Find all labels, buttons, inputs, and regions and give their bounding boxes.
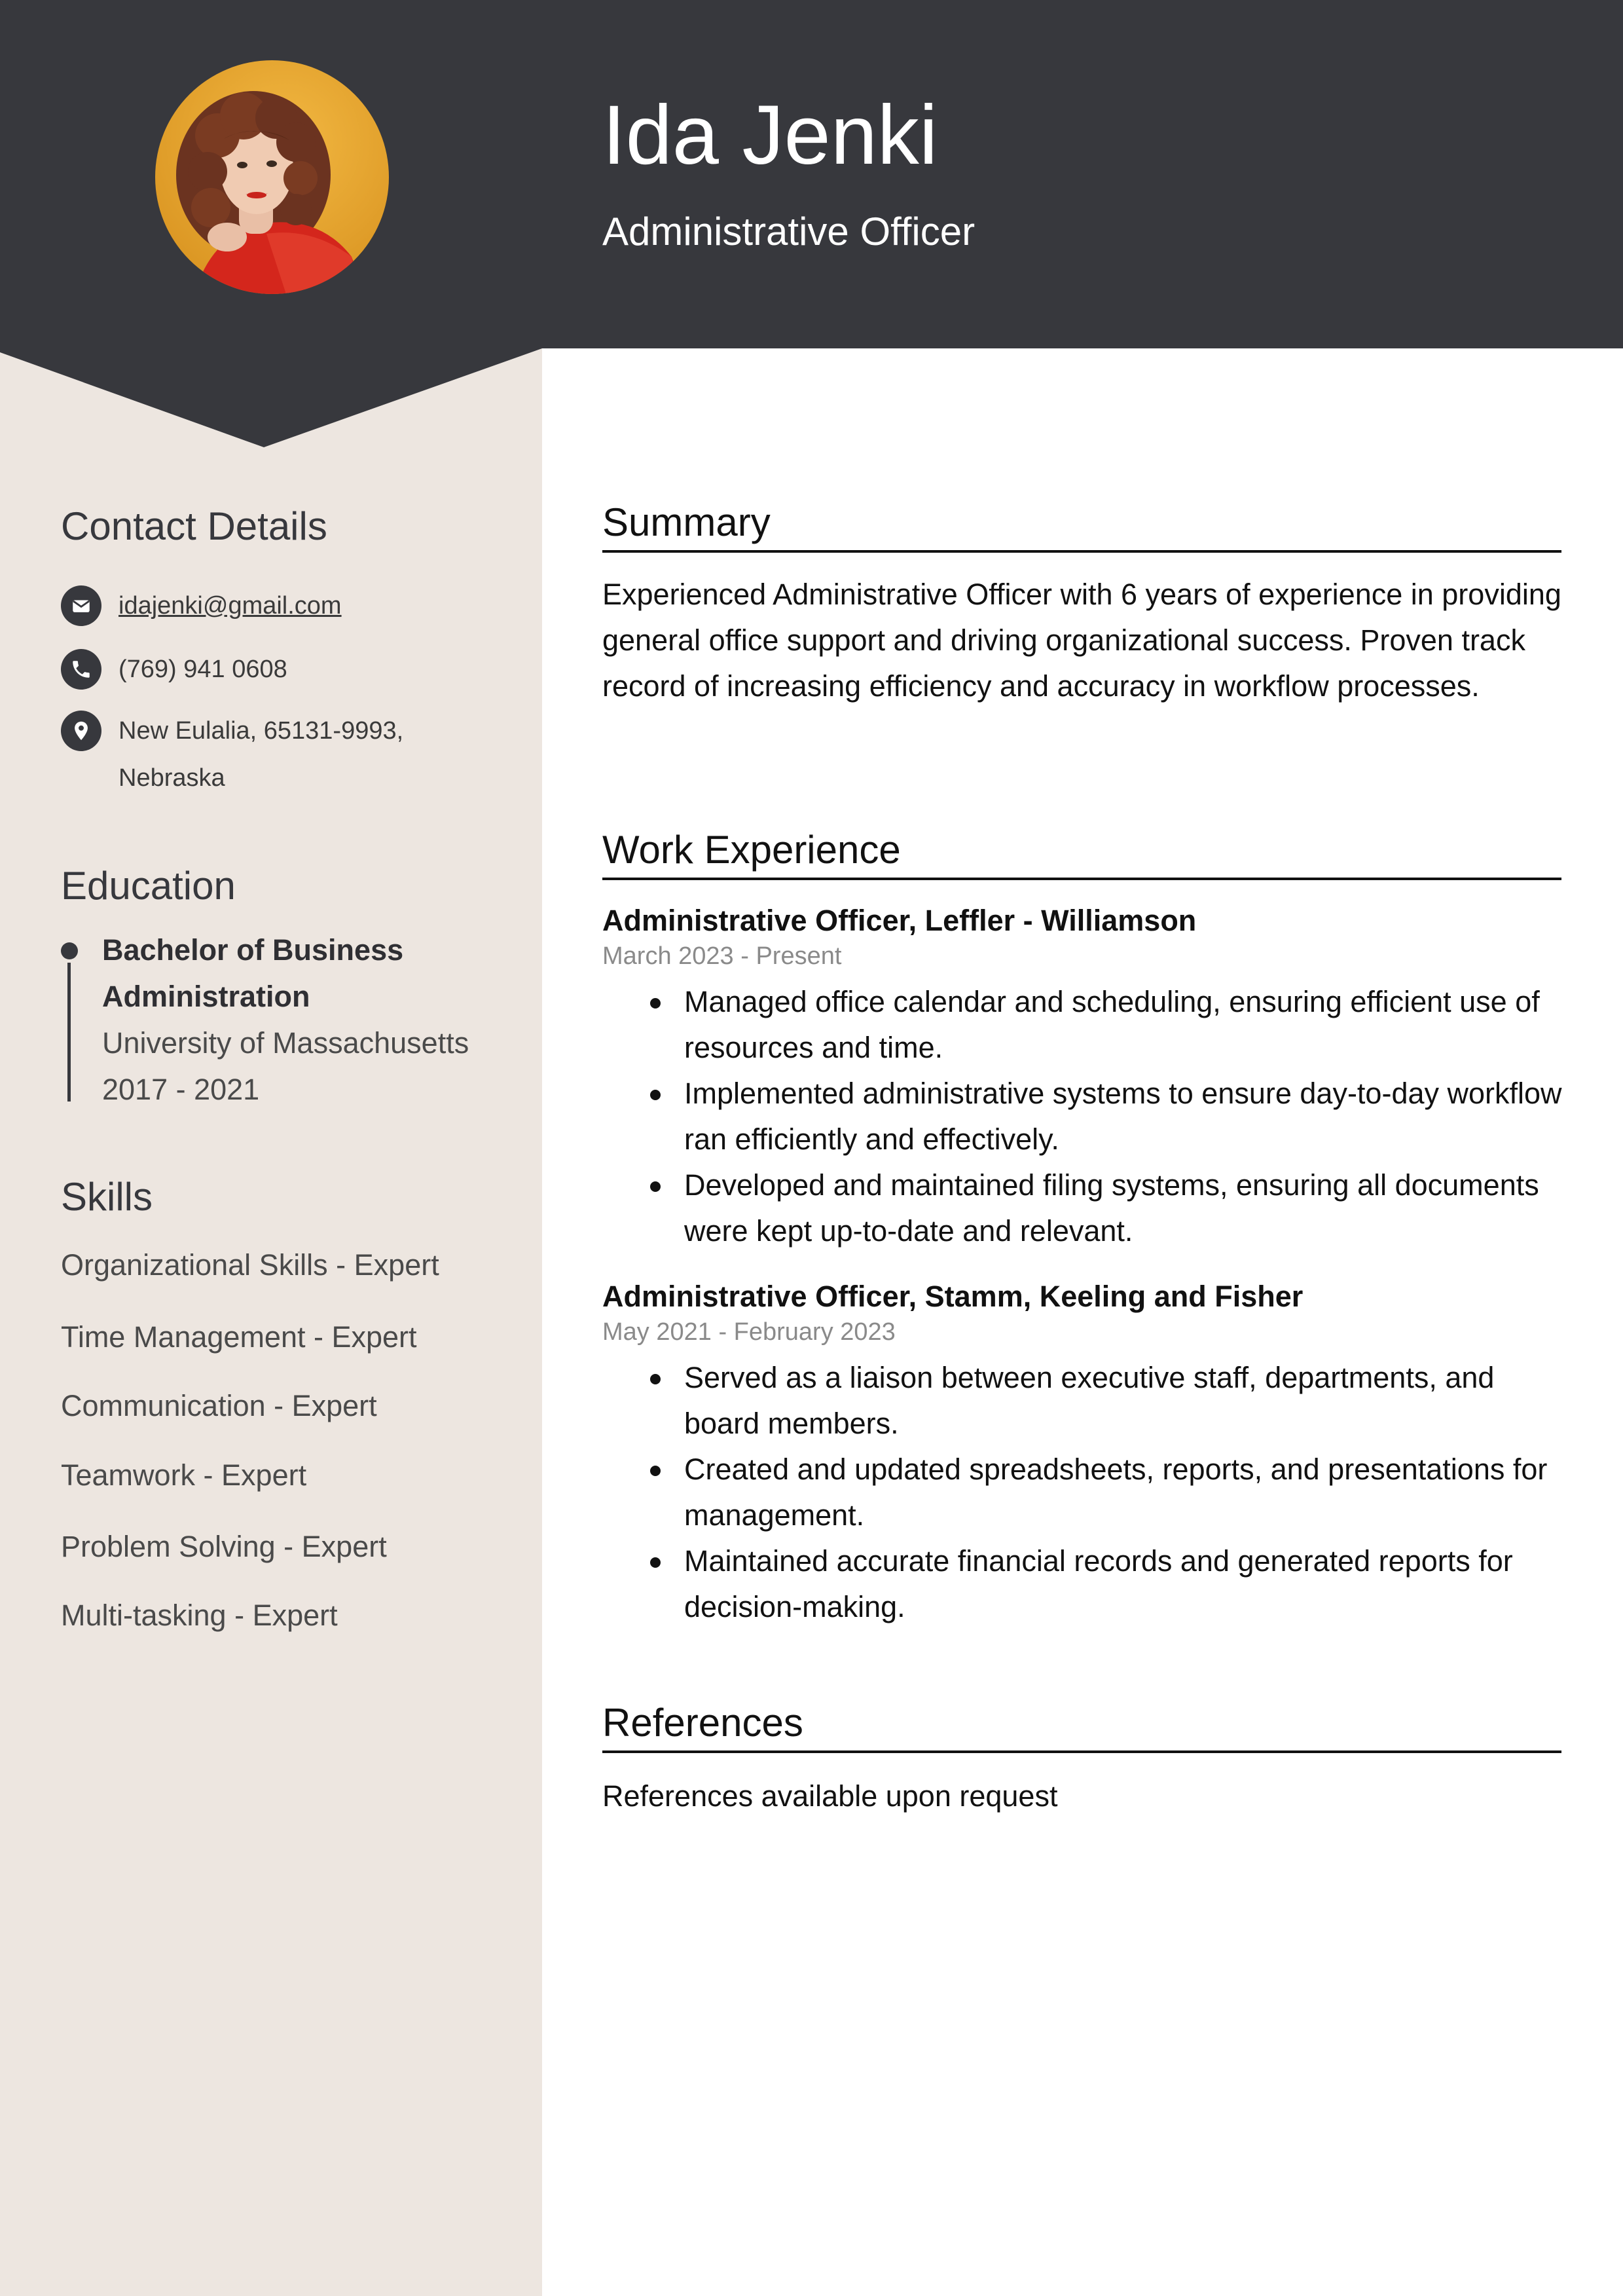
- contact-phone-row: [61, 649, 287, 693]
- references-heading: References: [602, 1699, 1561, 1753]
- timeline-dot: [61, 942, 78, 959]
- education-heading: Education: [61, 864, 236, 908]
- address-line-2: Nebraska: [119, 764, 225, 792]
- degree-line-1: Bachelor of Business: [102, 933, 404, 967]
- phone-number: (769) 941 0608: [119, 656, 287, 683]
- job-bullet: Created and updated spreadsheets, reports, and presentations for management.: [684, 1447, 1565, 1538]
- summary-heading: Summary: [602, 499, 1561, 553]
- address-line-1: New Eulalia, 65131-9993,: [119, 717, 404, 745]
- job-bullet: Served as a liaison between executive staff, departments, and board members.: [684, 1355, 1565, 1447]
- job-bullet-list: [684, 979, 1565, 1254]
- email-link[interactable]: idajenki@gmail.com: [119, 592, 342, 620]
- degree-name: [102, 927, 521, 1020]
- school-name: University of Massachusetts: [102, 1026, 469, 1060]
- education-dates: 2017 - 2021: [102, 1073, 260, 1106]
- portrait-image: [155, 60, 389, 294]
- job-bullet: Developed and maintained filing systems, ensuring all documents were kept up-to-date and relevant.: [684, 1162, 1565, 1254]
- candidate-name: Ida Jenki: [602, 88, 938, 182]
- skill-item: Multi-tasking - Expert: [61, 1599, 338, 1632]
- skill-item: Communication - Expert: [61, 1389, 377, 1422]
- skills-heading: Skills: [61, 1175, 153, 1219]
- timeline-line: [67, 963, 71, 1102]
- address: [119, 707, 403, 802]
- envelope-icon: [61, 585, 101, 626]
- profile-photo: [155, 60, 389, 294]
- skill-item: Organizational Skills - Expert: [61, 1248, 439, 1282]
- location-pin-icon: [61, 711, 101, 751]
- job-dates: May 2021 - February 2023: [602, 1318, 896, 1346]
- contact-heading: Contact Details: [61, 504, 327, 548]
- skill-item: Teamwork - Expert: [61, 1458, 307, 1492]
- job-role: Administrative Officer, Stamm, Keeling and Fisher: [602, 1280, 1304, 1313]
- references-text: References available upon request: [602, 1779, 1058, 1813]
- job-bullet: Maintained accurate financial records and generated reports for decision-making.: [684, 1538, 1565, 1630]
- work-experience-heading: Work Experience: [602, 826, 1561, 880]
- degree-line-2: Administration: [102, 980, 310, 1013]
- job-bullet: Implemented administrative systems to ensure day-to-day workflow ran efficiently and effectively.: [684, 1071, 1565, 1162]
- skill-item: Time Management - Expert: [61, 1320, 417, 1354]
- candidate-job-title: Administrative Officer: [602, 210, 976, 253]
- skill-item: Problem Solving - Expert: [61, 1530, 387, 1563]
- job-role: Administrative Officer, Leffler - Williamson: [602, 904, 1197, 937]
- contact-email-row: [61, 585, 342, 629]
- job-dates: March 2023 - Present: [602, 942, 842, 970]
- education-entry: [102, 927, 521, 1113]
- contact-address-row: [61, 711, 403, 802]
- summary-text: Experienced Administrative Officer with 6 years of experience in providing general office support and driving organizational success. Proven track record of increasing efficiency and accuracy in workflow processes.: [602, 578, 1561, 703]
- phone-icon: [61, 649, 101, 690]
- job-bullet: Managed office calendar and scheduling, ensuring efficient use of resources and time.: [684, 979, 1565, 1071]
- job-bullet-list: [684, 1355, 1565, 1630]
